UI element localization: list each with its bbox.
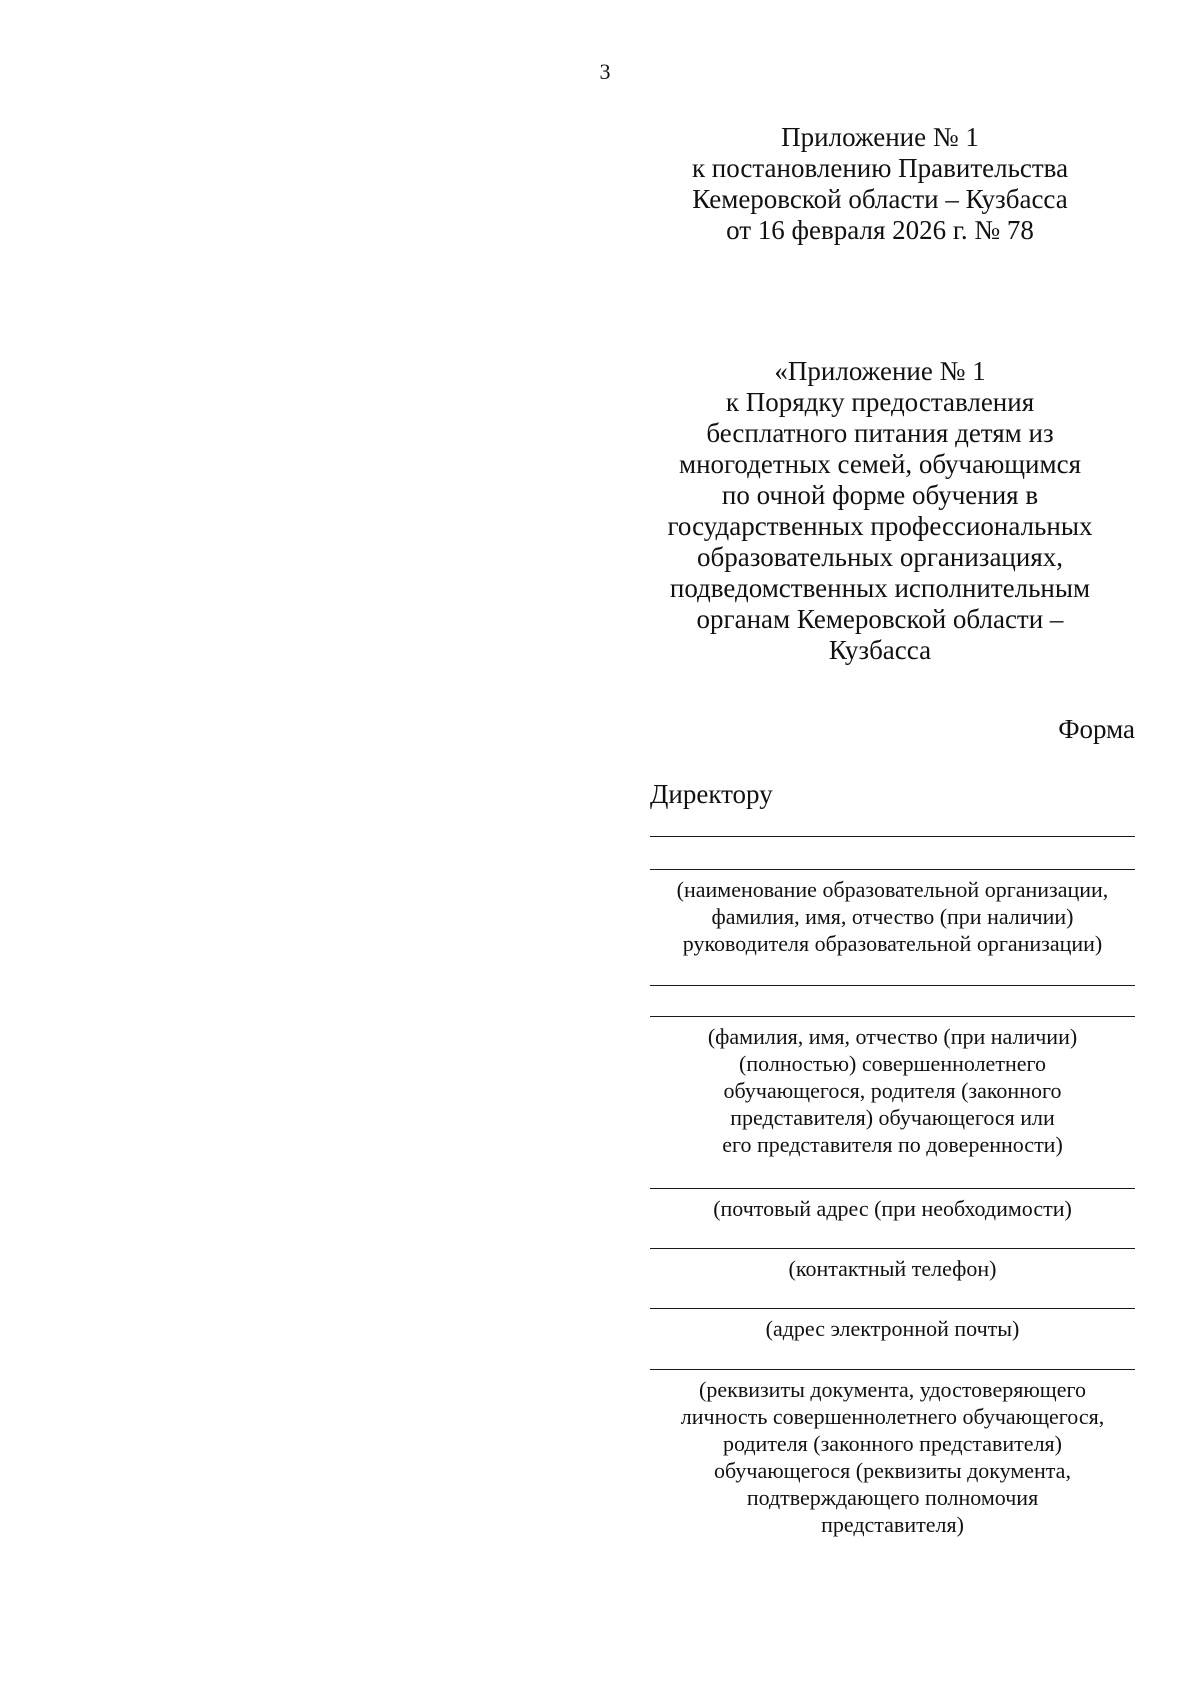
- appendix-line: «Приложение № 1: [774, 356, 986, 386]
- appendix-line: бесплатного питания детям из: [706, 418, 1054, 448]
- caption-line: представителя): [821, 1512, 964, 1537]
- phone-caption: [645, 1255, 1140, 1282]
- document-details-blank-line[interactable]: [650, 1369, 1135, 1370]
- appendix-line: по очной форме обучения в: [721, 480, 1039, 510]
- caption-line: подтверждающего полномочия: [746, 1485, 1039, 1510]
- header-line: к постановлению Правительства: [691, 153, 1069, 183]
- email-caption: [645, 1315, 1140, 1342]
- caption-line: представителя) обучающегося или: [730, 1105, 1055, 1130]
- procedure-appendix-header: [640, 356, 1120, 666]
- caption-line: его представителя по доверенности): [722, 1132, 1063, 1157]
- caption-line: родителя (законного представителя): [722, 1431, 1062, 1456]
- caption-line: (реквизиты документа, удостоверяющего: [699, 1377, 1086, 1402]
- document-details-caption: [645, 1376, 1140, 1538]
- director-blank-line-1[interactable]: [650, 836, 1135, 837]
- postal-address-blank-line[interactable]: [650, 1188, 1135, 1189]
- caption-line: (фамилия, имя, отчество (при наличии): [707, 1024, 1078, 1049]
- caption-line: (адрес электронной почты): [765, 1316, 1020, 1341]
- appendix-line: многодетных семей, обучающимся: [678, 449, 1081, 479]
- caption-line: обучающегося, родителя (законного: [723, 1078, 1062, 1103]
- appendix-line: подведомственных исполнительным: [669, 573, 1091, 603]
- appendix-line: образовательных организациях,: [697, 542, 1063, 572]
- appendix-line: Кузбасса: [828, 635, 932, 665]
- appendix-line: государственных профессиональных: [667, 511, 1093, 541]
- caption-line: руководителя образовательной организации): [682, 931, 1103, 956]
- header-line: от 16 февраля 2026 г. № 78: [726, 215, 1034, 245]
- header-line: Кемеровской области – Кузбасса: [692, 184, 1068, 214]
- header-line: Приложение № 1: [781, 122, 979, 152]
- page-number: 3: [599, 59, 611, 84]
- caption-line: личность совершеннолетнего обучающегося,: [680, 1404, 1105, 1429]
- decree-appendix-header: [650, 122, 1110, 246]
- postal-address-caption: [645, 1195, 1140, 1222]
- caption-line: фамилия, имя, отчество (при наличии): [711, 904, 1074, 929]
- email-blank-line[interactable]: [650, 1308, 1135, 1309]
- caption-line: (наименование образовательной организации,: [676, 877, 1109, 902]
- caption-line: (полностью) совершеннолетнего: [739, 1051, 1046, 1076]
- caption-line: (контактный телефон): [788, 1256, 997, 1281]
- applicant-blank-line-1[interactable]: [650, 985, 1135, 986]
- caption-line: (почтовый адрес (при необходимости): [713, 1196, 1072, 1221]
- applicant-caption: [645, 1023, 1140, 1158]
- addressee-label: Директору: [650, 779, 773, 809]
- form-label: Форма: [1058, 714, 1135, 744]
- appendix-line: органам Кемеровской области –: [696, 604, 1064, 634]
- appendix-line: к Порядку предоставления: [725, 387, 1035, 417]
- applicant-blank-line-2[interactable]: [650, 1016, 1135, 1017]
- organization-caption: [645, 876, 1140, 957]
- director-blank-line-2[interactable]: [650, 869, 1135, 870]
- phone-blank-line[interactable]: [650, 1248, 1135, 1249]
- caption-line: обучающегося (реквизиты документа,: [714, 1458, 1071, 1483]
